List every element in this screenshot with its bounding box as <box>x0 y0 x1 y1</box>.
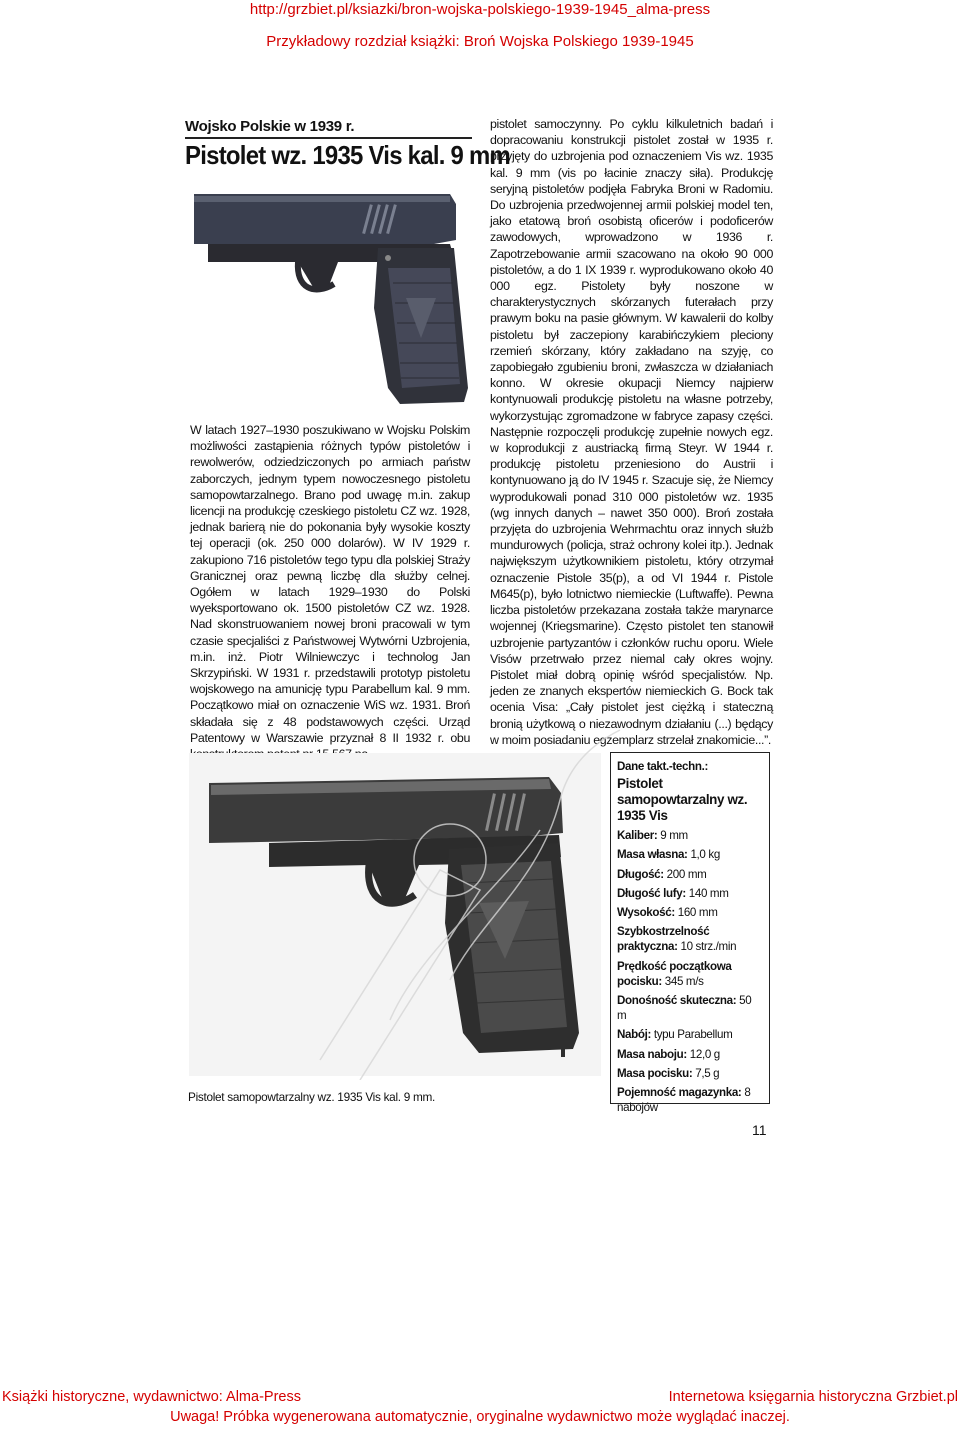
article-text-left: W latach 1927–1930 poszukiwano w Wojsku Polskim możliwości zastąpienia różnych typów pistoletów i rewolwerów, odziedziczonych po armiach państw zaborczych, jednym typem nowoczesnego pistoletu samopowtarzalnego. Brano pod uwagę m.in. zakup licencji na produkcję czeskiego pistoletu CZ wz. 1928, jednak barierą nie do pokonania były wysokie koszty tej operacji (ok. 250 000 dolarów). W IV 1929 r. zakupiono 716 pistoletów tego typu dla polskiej Straży Granicznej oraz pewną liczbę dla służby celnej. Ogółem w latach 1929–1930 do Polski wyeksportowano ok. 1500 pistoletów CZ wz. 1928. Nad skonstruowaniem nowej broni pracowali w tym czasie specjaliści z Państwowej Wytwórni Uzbrojenia, m.in. inż. Piotr Wilniewczyc i technolog Jan Skrzypiński. W 1931 r. przedstawili prototyp pistoletu wojskowego na amunicję typu Parabellum kal. 9 mm. Początkowo miał on oznaczenie WiS wz. 1931. Broń składała się z 48 podstawowych części. Urząd Patentowy w Warszawie przyznał 8 II 1932 r. obu <box>190 423 470 745</box>
pistol-photo-bottom <box>189 753 601 1076</box>
spec-value: 12,0 g <box>689 1047 720 1061</box>
spec-label: Pojemność magazynka: <box>617 1086 742 1100</box>
spec-value: 10 strz./min <box>680 940 737 954</box>
spec-row <box>617 905 763 920</box>
spec-value: 8 nabojów <box>617 1086 751 1115</box>
spec-row <box>617 993 763 1023</box>
footer-right[interactable]: Internetowa księgarnia historyczna Grzbiet.pl <box>668 1389 958 1405</box>
photo-caption: Pistolet samopowtarzalny wz. 1935 Vis kal. 9 mm. <box>188 1090 435 1104</box>
spec-value: 1,0 kg <box>690 848 720 862</box>
page-number: 11 <box>752 1122 767 1138</box>
header-url[interactable]: http://grzbiet.pl/ksiazki/bron-wojska-polskiego-1939-1945_alma-press <box>249 1 711 18</box>
spec-value: 7,5 g <box>695 1066 720 1080</box>
spec-label: Szybkostrzelność praktyczna: <box>617 925 710 954</box>
spec-label: Kaliber: <box>617 829 658 843</box>
spec-row <box>617 1047 763 1062</box>
spec-row <box>617 924 763 954</box>
footer-left[interactable]: Książki historyczne, wydawnictwo: Alma-Press <box>2 1389 301 1405</box>
title-divider <box>185 137 472 139</box>
spec-row <box>617 959 763 989</box>
spec-row <box>617 847 763 862</box>
page-title: Pistolet wz. 1935 Vis kal. 9 mm <box>185 140 511 170</box>
spec-label: Masa pocisku: <box>617 1066 693 1080</box>
spec-label: Masa własna: <box>617 848 688 862</box>
specs-box <box>610 752 770 1115</box>
spec-row <box>617 1085 763 1115</box>
spec-value: 140 mm <box>688 886 729 900</box>
spec-row <box>617 886 763 901</box>
spec-label: Masa naboju: <box>617 1047 687 1061</box>
spec-value: typu Parabellum <box>653 1028 733 1042</box>
spec-row <box>617 1027 763 1042</box>
spec-row <box>617 867 763 882</box>
spec-value: 160 mm <box>677 906 718 920</box>
spec-label: Wysokość: <box>617 906 675 920</box>
spec-row <box>617 1066 763 1081</box>
spec-label: Długość: <box>617 867 664 881</box>
pistol-photo-top <box>188 188 473 410</box>
article-text-right: pistolet samoczynny. Po cyklu kilkuletnich badań i dopracowaniu konstrukcji pistolet został w 1935 r. przyjęty do uzbrojenia pod oznaczeniem Vis wz. 1935 kal. 9 mm (vis po łacinie znaczy siła). Produkcję seryjną pistoletów podjęła Fabryka Broni w Radomiu. Do uzbrojenia przedwojennej armii polskiej model ten, jako etatową broń osobistą oficerów i podoficerów zawodowych, wprowadzono w 1936 r. Zapotrzebowanie armii szacowano na około 90 000 pistoletów, a do 1 IX 1939 r. wyprodukowano około 40 000 egz. Pistolety były noszone w charakterystycznych skórzanych futerałach przy prawym boku na pasie głównym. W kawalerii do kolby pistoletu był zaczepiony karabińczykiem pleciony rzemień skórzany, który zakładano na szyję, co zapobiegało zgubieniu broni, zwłaszcza w działaniach konno. W okresie okupacji Niemcy najpierw kontynuowali produkcję pistoletu na własne potrzeby, wykorzystując zgromadzone w fabryce zapasy części. Następnie rozpoczęli produkcję zupełnie nowych egz. w koprodukcji z austriacką firmą Steyr. W 1944 r. produkcję pistoletu przeniesiono do Austrii i kontynuowano ją do IV 1945 r. Szacuje się, że Niemcy wyprodukowali ponad 310 000 pistoletów wz. 1935 (wg innych danych – nawet 350 000). Broń została przyjęta do uzbrojenia Wehrmachtu oraz innych służb mundurowych (policja, straż ochrony kolei itp.). Jednak największym użytkownikiem pistoletu, który otrzymał oznaczenie Pistole 35(p), a od VI 1944 r. Pistole M645(p), było lotnictwo niemieckie (Luftwaffe). Pewna liczba pistoletów przekazana została także marynarce wojennej (Kriegsmarine). Często pistolet ten stanowił uzbrojenie partyzantów i członków ruchu oporu. Wiele Visów przetrwało przez niemal cały okres wojny. Pistolet miał dobrą opinię wśród specjalistów. Np. jeden ze znanych ekspertów niemieckich G. Bock tak ocenia Visa: „Cały pistolet jest ciężką i stateczną bronią użytkową o niezawodnym działaniu (...) będący w moim posiadaniu egzemplarz strzelał znakomicie...”. <box>490 117 773 747</box>
footer-notice: Uwaga! Próbka wygenerowana automatycznie, oryginalne wydawnictwo może wyglądać inaczej. <box>170 1409 790 1425</box>
header-subtitle: Przykładowy rozdział książki: Broń Wojska Polskiego 1939-1945 <box>266 33 694 50</box>
specs-heading: Pistolet samopowtarzalny wz. 1935 Vis <box>617 776 748 824</box>
spec-label: Długość lufy: <box>617 886 686 900</box>
spec-value: 200 mm <box>666 867 707 881</box>
page-kicker: Wojsko Polskie w 1939 r. <box>185 118 355 135</box>
spec-value: 50 m <box>617 994 752 1023</box>
spec-value: 345 m/s <box>664 974 704 988</box>
spec-label: Nabój: <box>617 1028 651 1042</box>
spec-value: 9 mm <box>660 829 688 843</box>
spec-row <box>617 828 763 843</box>
spec-label: Donośność skuteczna: <box>617 994 737 1008</box>
specs-title: Dane takt.-techn.: <box>617 760 708 773</box>
spec-label: Prędkość początkowa pocisku: <box>617 959 732 988</box>
